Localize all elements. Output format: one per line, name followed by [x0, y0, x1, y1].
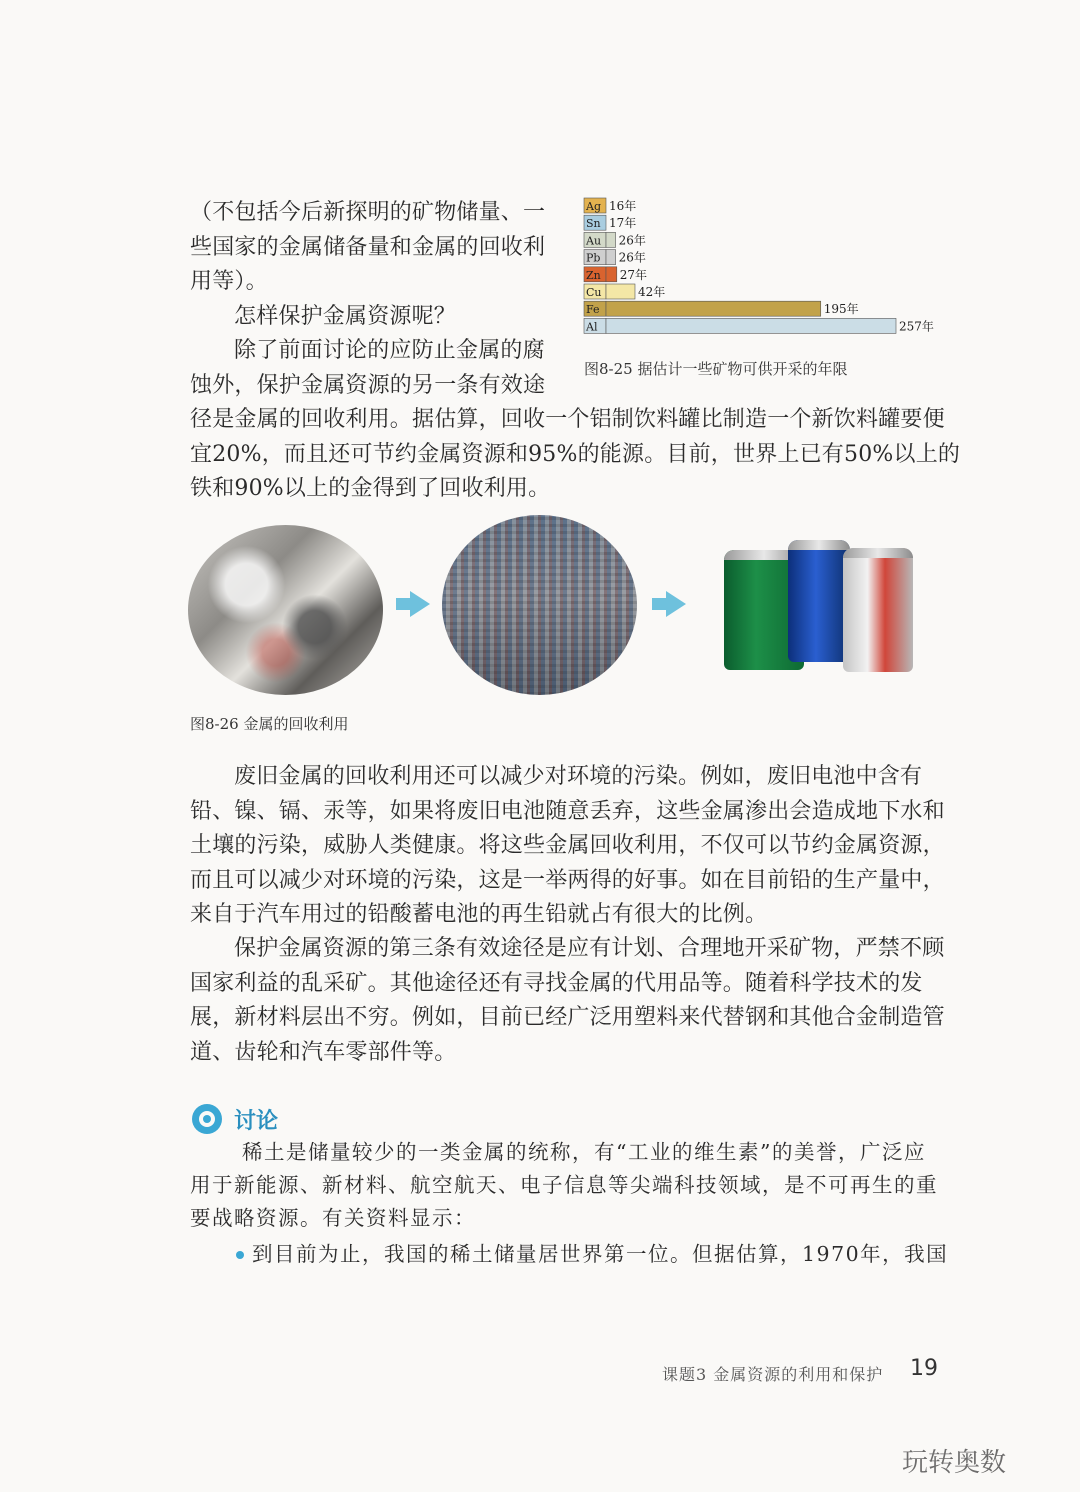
intro-line: 怎样保护金属资源呢？	[234, 303, 457, 329]
figure-8-25-caption: 图8-25 据估计一些矿物可供开采的年限	[584, 360, 848, 378]
value-label: 42年	[637, 285, 666, 299]
body-line: 废旧金属的回收利用还可以减少对环境的污染。例如，废旧电池中含有	[234, 764, 923, 789]
category-label: Cu	[586, 286, 602, 299]
bar	[606, 232, 616, 247]
value-label: 17年	[609, 216, 637, 231]
discussion-icon	[192, 1104, 222, 1134]
bullet-icon	[236, 1251, 244, 1259]
arrow-right-icon	[410, 591, 430, 617]
category-label: Al	[586, 320, 598, 334]
intro-line: （不包括今后新探明的矿物储量、一	[190, 200, 546, 225]
body-line: 径是金属的回收利用。据估算，回收一个铝制饮料罐比制造一个新饮料罐要便	[190, 407, 945, 432]
value-label: 16年	[609, 199, 637, 213]
intro-line: 用等）。	[190, 269, 268, 294]
body-line: 铅、镍、镉、汞等，如果将废旧电池随意丢弃，这些金属渗出会造成地下水和	[190, 798, 945, 824]
body-line: 国家利益的乱采矿。其他途径还有寻找金属的代用品等。随着科学技术的发	[190, 970, 923, 996]
category-label: Ag	[586, 200, 601, 213]
value-label: 26年	[618, 250, 646, 265]
category-label: Zn	[586, 268, 601, 282]
third-method-paragraph	[190, 932, 945, 1070]
body-line: 宜20%，而且还可节约金属资源和95%的能源。目前，世界上已有50%以上的	[190, 441, 961, 467]
discussion-bullet: 到目前为止，我国的稀土储量居世界第一位。但据估算，1970年，我国	[252, 1242, 949, 1266]
blue-can-image	[788, 540, 850, 662]
body-line: 土壤的污染，威胁人类健康。将这些金属回收利用，不仅可以节约金属资源，	[190, 833, 945, 858]
figure-8-26-caption: 图8-26 金属的回收利用	[190, 715, 349, 733]
discussion-line: 稀土是储量较少的一类金属的统称，有“工业的维生素”的美誉，广泛应	[242, 1140, 926, 1164]
intro-line: 些国家的金属储备量和金属的回收利	[190, 234, 546, 260]
body-line: 而且可以减少对环境的污染，这是一举两得的好事。如在目前铅的生产量中，	[190, 867, 945, 893]
value-label: 257年	[899, 319, 934, 334]
intro-line: 蚀外，保护金属资源的另一条有效途	[190, 372, 546, 398]
discussion-line: 用于新能源、新材料、航空航天、电子信息等尖端科技领域，是不可再生的重	[190, 1173, 938, 1197]
bar	[606, 250, 616, 265]
category-label: Au	[586, 234, 602, 248]
red-can-image	[843, 548, 913, 672]
arrow-right-icon	[666, 591, 686, 617]
compressed-cans-photo	[442, 515, 637, 695]
body-line: 道、齿轮和汽车零部件等。	[190, 1039, 457, 1065]
discussion-line: 要战略资源。有关资料显示：	[190, 1206, 476, 1230]
value-label: 26年	[618, 233, 646, 248]
watermark: 玩转奥数	[902, 1448, 1007, 1478]
value-label: 27年	[619, 267, 648, 282]
bar	[606, 284, 635, 299]
intro-paragraph	[190, 196, 550, 403]
page-number: 19	[910, 1356, 938, 1381]
bar	[606, 301, 821, 316]
category-label: Fe	[586, 303, 600, 317]
intro-line: 除了前面讨论的应防止金属的腐	[234, 338, 545, 363]
recycling-paragraph	[190, 403, 961, 507]
pollution-paragraph	[190, 760, 945, 933]
footer-chapter-title: 课题3 金属资源的利用和保护	[662, 1365, 884, 1384]
category-label: Sn	[586, 217, 601, 231]
body-line: 铁和90%以上的金得到了回收利用。	[190, 476, 551, 501]
mining-years-chart	[578, 195, 948, 345]
bar	[606, 267, 617, 282]
body-line: 展，新材料层出不穷。例如，目前已经广泛用塑料来代替钢和其他合金制造管	[190, 1005, 945, 1030]
scrap-metal-photo	[188, 525, 383, 695]
chart-svg	[578, 195, 948, 345]
category-label: Pb	[586, 251, 601, 265]
bar	[606, 318, 896, 333]
discussion-paragraph	[190, 1136, 938, 1235]
discussion-title: 讨论	[234, 1109, 279, 1134]
body-line: 保护金属资源的第三条有效途径是应有计划、合理地开采矿物，严禁不顾	[234, 936, 945, 961]
value-label: 195年	[823, 302, 859, 317]
body-line: 来自于汽车用过的铅酸蓄电池的再生铅就占有很大的比例。	[190, 902, 768, 927]
